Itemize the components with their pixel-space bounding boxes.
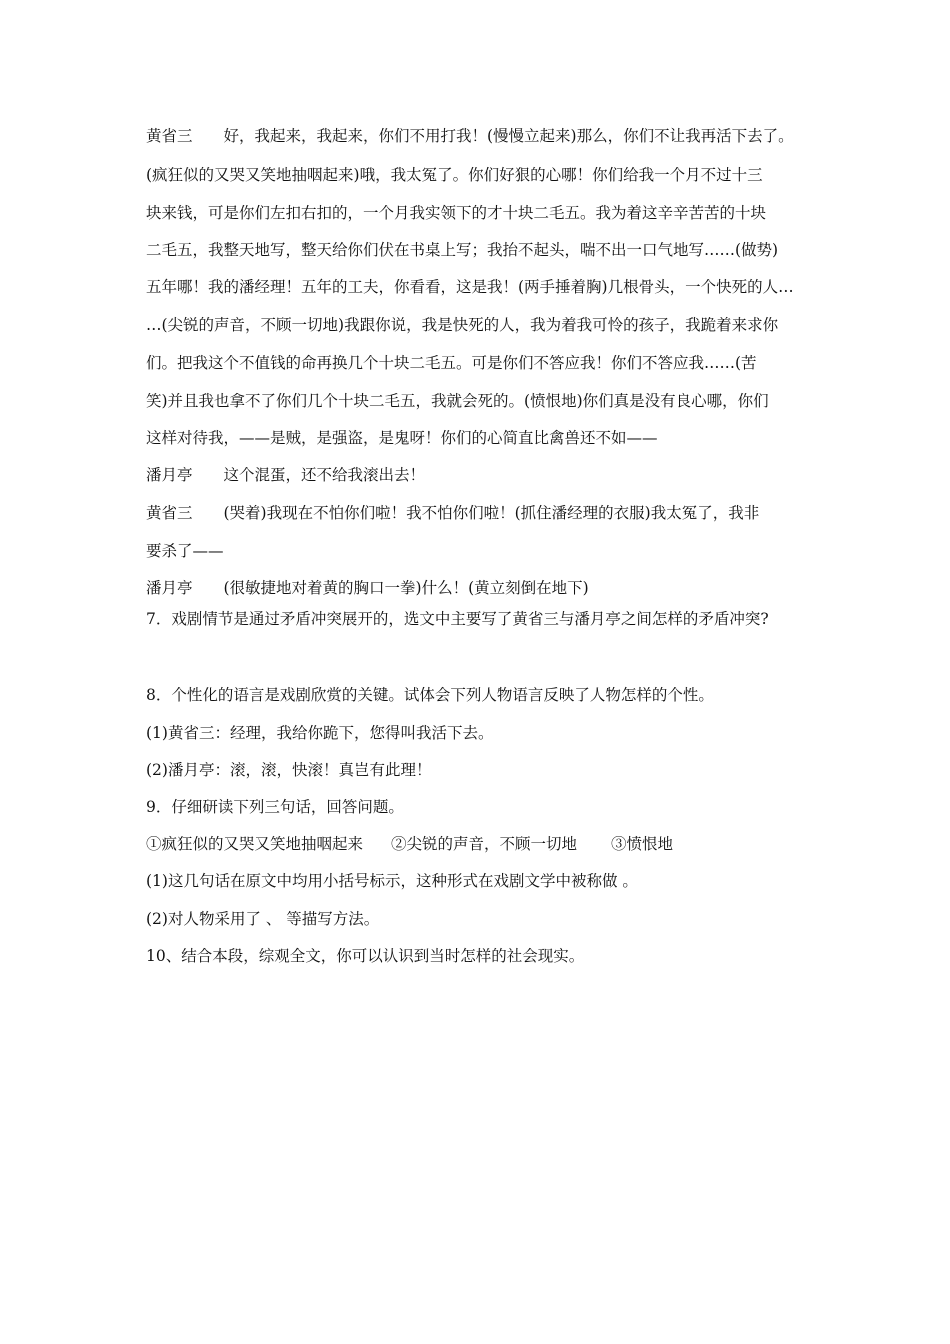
- question-8-part-2: (2)潘月亭：滚，滚，快滚！真岂有此理！: [146, 761, 432, 779]
- dialogue-line: 笑)并且我也拿不了你们几个十块二毛五，我就会死的。(愤恨地)你们真是没有良心哪，你们: [146, 392, 769, 410]
- dialogue-line: 二毛五，我整天地写，整天给你们伏在书桌上写；我抬不起头，喘不出一口气地写……(做势): [146, 241, 779, 259]
- dialogue-line: 块来钱，可是你们左扣右扣的，一个月我实领下的才十块二毛五。我为着这辛辛苦苦的十块: [146, 204, 767, 222]
- dialogue-line: 五年哪！我的潘经理！五年的工夫，你看看，这是我！(两手捶着胸)几根骨头，一个快死的人…: [146, 278, 794, 296]
- question-9-item: ③愤恨地: [611, 835, 674, 853]
- dialogue-line: …(尖锐的声音，不顾一切地)我跟你说，我是快死的人，我为着我可怜的孩子，我跪着来求你: [146, 316, 779, 334]
- question-9-part-1: (1)这几句话在原文中均用小括号标示，这种形式在戏剧文学中被称做 。: [146, 872, 638, 890]
- dialogue-line: 黄省三 (哭着)我现在不怕你们啦！我不怕你们啦！(抓住潘经理的衣服)我太冤了，我非: [146, 504, 760, 522]
- question-9-item: ②尖锐的声音，不顾一切地: [391, 835, 578, 853]
- dialogue-line: (疯狂似的又哭又笑地抽咽起来)哦，我太冤了。你们好狠的心哪！你们给我一个月不过十三: [146, 166, 763, 184]
- question-9-item: ①疯狂似的又哭又笑地抽咽起来: [146, 835, 364, 853]
- dialogue-line: 这样对待我，——是贼，是强盗，是鬼呀！你们的心简直比禽兽还不如——: [146, 429, 658, 447]
- dialogue-line: 潘月亭 这个混蛋，还不给我滚出去！: [146, 466, 426, 484]
- question-8: 8．个性化的语言是戏剧欣赏的关键。试体会下列人物语言反映了人物怎样的个性。: [146, 686, 714, 704]
- dialogue-line: 黄省三 好，我起来，我起来，你们不用打我！(慢慢立起来)那么，你们不让我再活下去了。: [146, 127, 794, 145]
- dialogue-line: 们。把我这个不值钱的命再换几个十块二毛五。可是你们不答应我！你们不答应我……(苦: [146, 354, 757, 372]
- dialogue-line: 潘月亭 (很敏捷地对着黄的胸口一拳)什么！(黄立刻倒在地下): [146, 579, 589, 597]
- question-10: 10、结合本段，综观全文，你可以认识到当时怎样的社会现实。: [146, 947, 585, 965]
- question-9-items: [146, 834, 814, 854]
- question-8-part-1: (1)黄省三：经理，我给你跪下，您得叫我活下去。: [146, 724, 494, 742]
- question-9-part-2: (2)对人物采用了 、 等描写方法。: [146, 910, 380, 928]
- question-7: 7．戏剧情节是通过矛盾冲突展开的，选文中主要写了黄省三与潘月亭之间怎样的矛盾冲突?: [146, 610, 769, 628]
- question-9: 9．仔细研读下列三句话，回答问题。: [146, 798, 404, 816]
- dialogue-line: 要杀了——: [146, 542, 224, 560]
